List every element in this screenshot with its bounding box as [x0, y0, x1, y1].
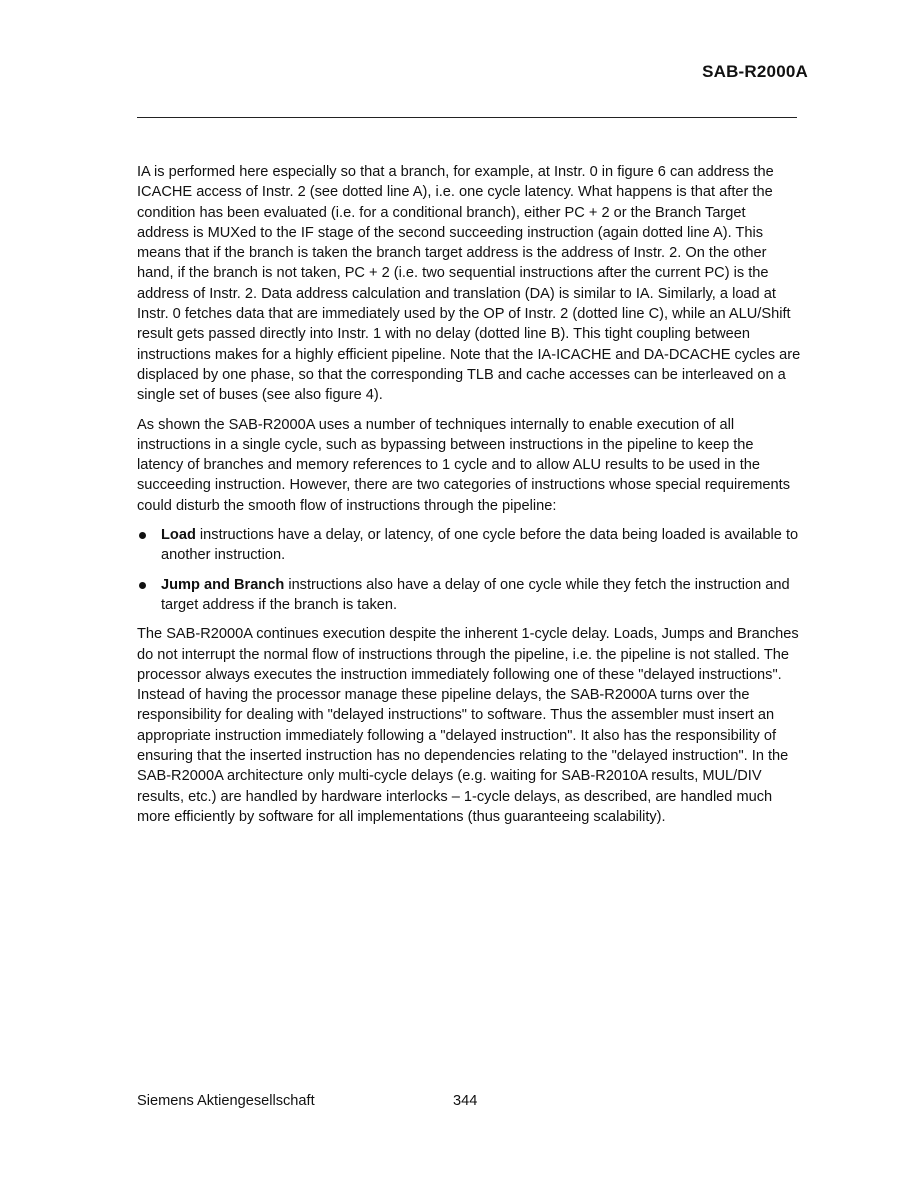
main-content: [137, 162, 801, 836]
paragraph-techniques: As shown the SAB-R2000A uses a number of techniques internally to enable execution of all instructions in a single cycle, such as bypassing between instructions in the pipeline to keep the latency of branches and memory references to 1 cycle and to allow ALU results to be used in the succeeding instruction. However, there are two categories of instructions whose special requirements could disturb the smooth flow of instructions through the pipeline:: [137, 416, 790, 514]
bullet-icon: [139, 532, 146, 539]
list-item-term: Jump and Branch: [161, 576, 285, 593]
paragraph-delay-handling: The SAB-R2000A continues execution despite the inherent 1-cycle delay. Loads, Jumps and Branches do not interrupt the normal flow of instructions through the pipeline, i.e. the pipeline is not stalled. The processor always executes the instruction immediately following one of these "delayed instructions". Instead of having the processor manage these pipeline delays, the SAB-R2000A turns over the responsibility for dealing with "delayed instructions" to software. Thus the assembler must insert an appropriate instruction immediately following a "delayed instruction". It also has the responsibility of ensuring that the inserted instruction has no dependencies relating to the "delayed instruction". In the SAB-R2000A architecture only multi-cycle delays (e.g. waiting for SAB-R2010A results, MUL/DIV results, etc.) are handled by hardware interlocks – 1-cycle delays, as described, are handled much more efficiently by software for all implementations (thus guaranteeing scalability).: [137, 626, 799, 825]
page-number: 344: [453, 1093, 478, 1109]
list-item-load: [137, 525, 801, 566]
bullet-icon: [139, 582, 146, 589]
page-header-title: SAB-R2000A: [702, 62, 808, 81]
list-item-text: instructions also have a delay of one cycle while they fetch the instruction and target address if the branch is taken.: [161, 576, 790, 613]
paragraph-instruction-address: IA is performed here especially so that a branch, for example, at Instr. 0 in figure 6 can address the ICACHE access of Instr. 2 (see dotted line A), i.e. one cycle latency. What happens is that after the condition has been evaluated (i.e. for a conditional branch), either PC + 2 or the Branch Target address is MUXed to the IF stage of the second succeeding instruction (again dotted line A). This means that if the branch is taken the branch target address is the address of Instr. 2. On the other hand, if the branch is not taken, PC + 2 (i.e. two sequential instructions after the current PC) is the address of Instr. 2. Data address calculation and translation (DA) is similar to IA. Similarly, a load at Instr. 0 fetches data that are immediately used by the OP of Instr. 2 (dotted line C), while an ALU/Shift result gets passed directly into Instr. 1 with no delay (dotted line B). This tight coupling between instructions makes for a highly efficient pipeline. Note that the IA-ICACHE and DA-DCACHE cycles are displaced by one phase, so that the corresponding TLB and cache accesses can be interleaved on a single set of buses (see also figure 4).: [137, 164, 801, 404]
list-item-term: Load: [161, 527, 196, 544]
list-item-text: instructions have a delay, or latency, of one cycle before the data being loaded is available to another instruction.: [161, 527, 799, 564]
footer-company: Siemens Aktiengesellschaft: [137, 1093, 315, 1109]
delayed-instructions-list: [137, 525, 801, 615]
header-divider: [137, 117, 797, 118]
list-item-jump-branch: [137, 575, 801, 616]
